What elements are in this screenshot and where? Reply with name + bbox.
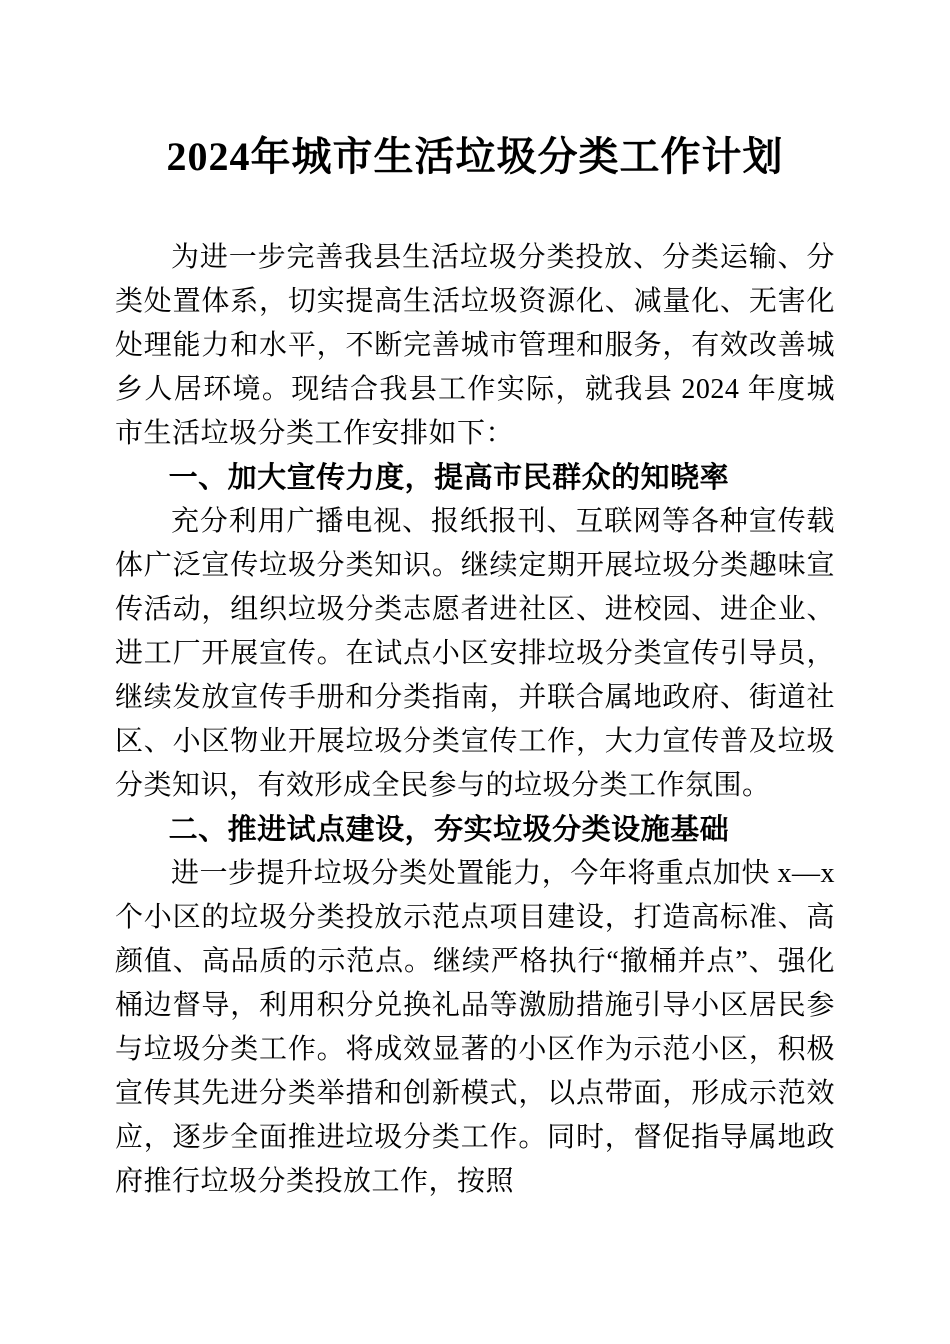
section-heading-2: 二、推进试点建设，夯实垃圾分类设施基础 <box>168 814 730 846</box>
paragraph-intro: 为进一步完善我县生活垃圾分类投放、分类运输、分类处置体系，切实提高生活垃圾资源化、减量化、无害化处理能力和水平，不断完善城市管理和服务，有效改善城乡人居环境。现结合我县工作实际，就我县 2024 年度城市生活垃圾分类工作安排如下： <box>115 242 835 449</box>
paragraph-section-2: 进一步提升垃圾分类处置能力，今年将重点加快 x—x 个小区的垃圾分类投放示范点项目建设，打造高标准、高颜值、高品质的示范点。继续严格执行“撤桶并点”、强化桶边督导，利用积分兑换礼品等激励措施引导小区居民参与垃圾分类工作。将成效显著的小区作为示范小区，积极宣传其先进分类举措和创新模式，以点带面，形成示范效应，逐步全面推进垃圾分类工作。同时，督促指导属地政府推行垃圾分类投放工作，按照 <box>115 858 835 1197</box>
paragraph-section-1: 充分利用广播电视、报纸报刊、互联网等各种宣传载体广泛宣传垃圾分类知识。继续定期开展垃圾分类趣味宣传活动，组织垃圾分类志愿者进社区、进校园、进企业、进工厂开展宣传。在试点小区安排垃圾分类宣传引导员，继续发放宣传手册和分类指南，并联合属地政府、街道社区、小区物业开展垃圾分类宣传工作，大力宣传普及垃圾分类知识，有效形成全民参与的垃圾分类工作氛围。 <box>115 506 835 801</box>
section-heading-1: 一、加大宣传力度，提高市民群众的知晓率 <box>168 462 730 494</box>
document-title: 2024年城市生活垃圾分类工作计划 <box>166 134 784 179</box>
